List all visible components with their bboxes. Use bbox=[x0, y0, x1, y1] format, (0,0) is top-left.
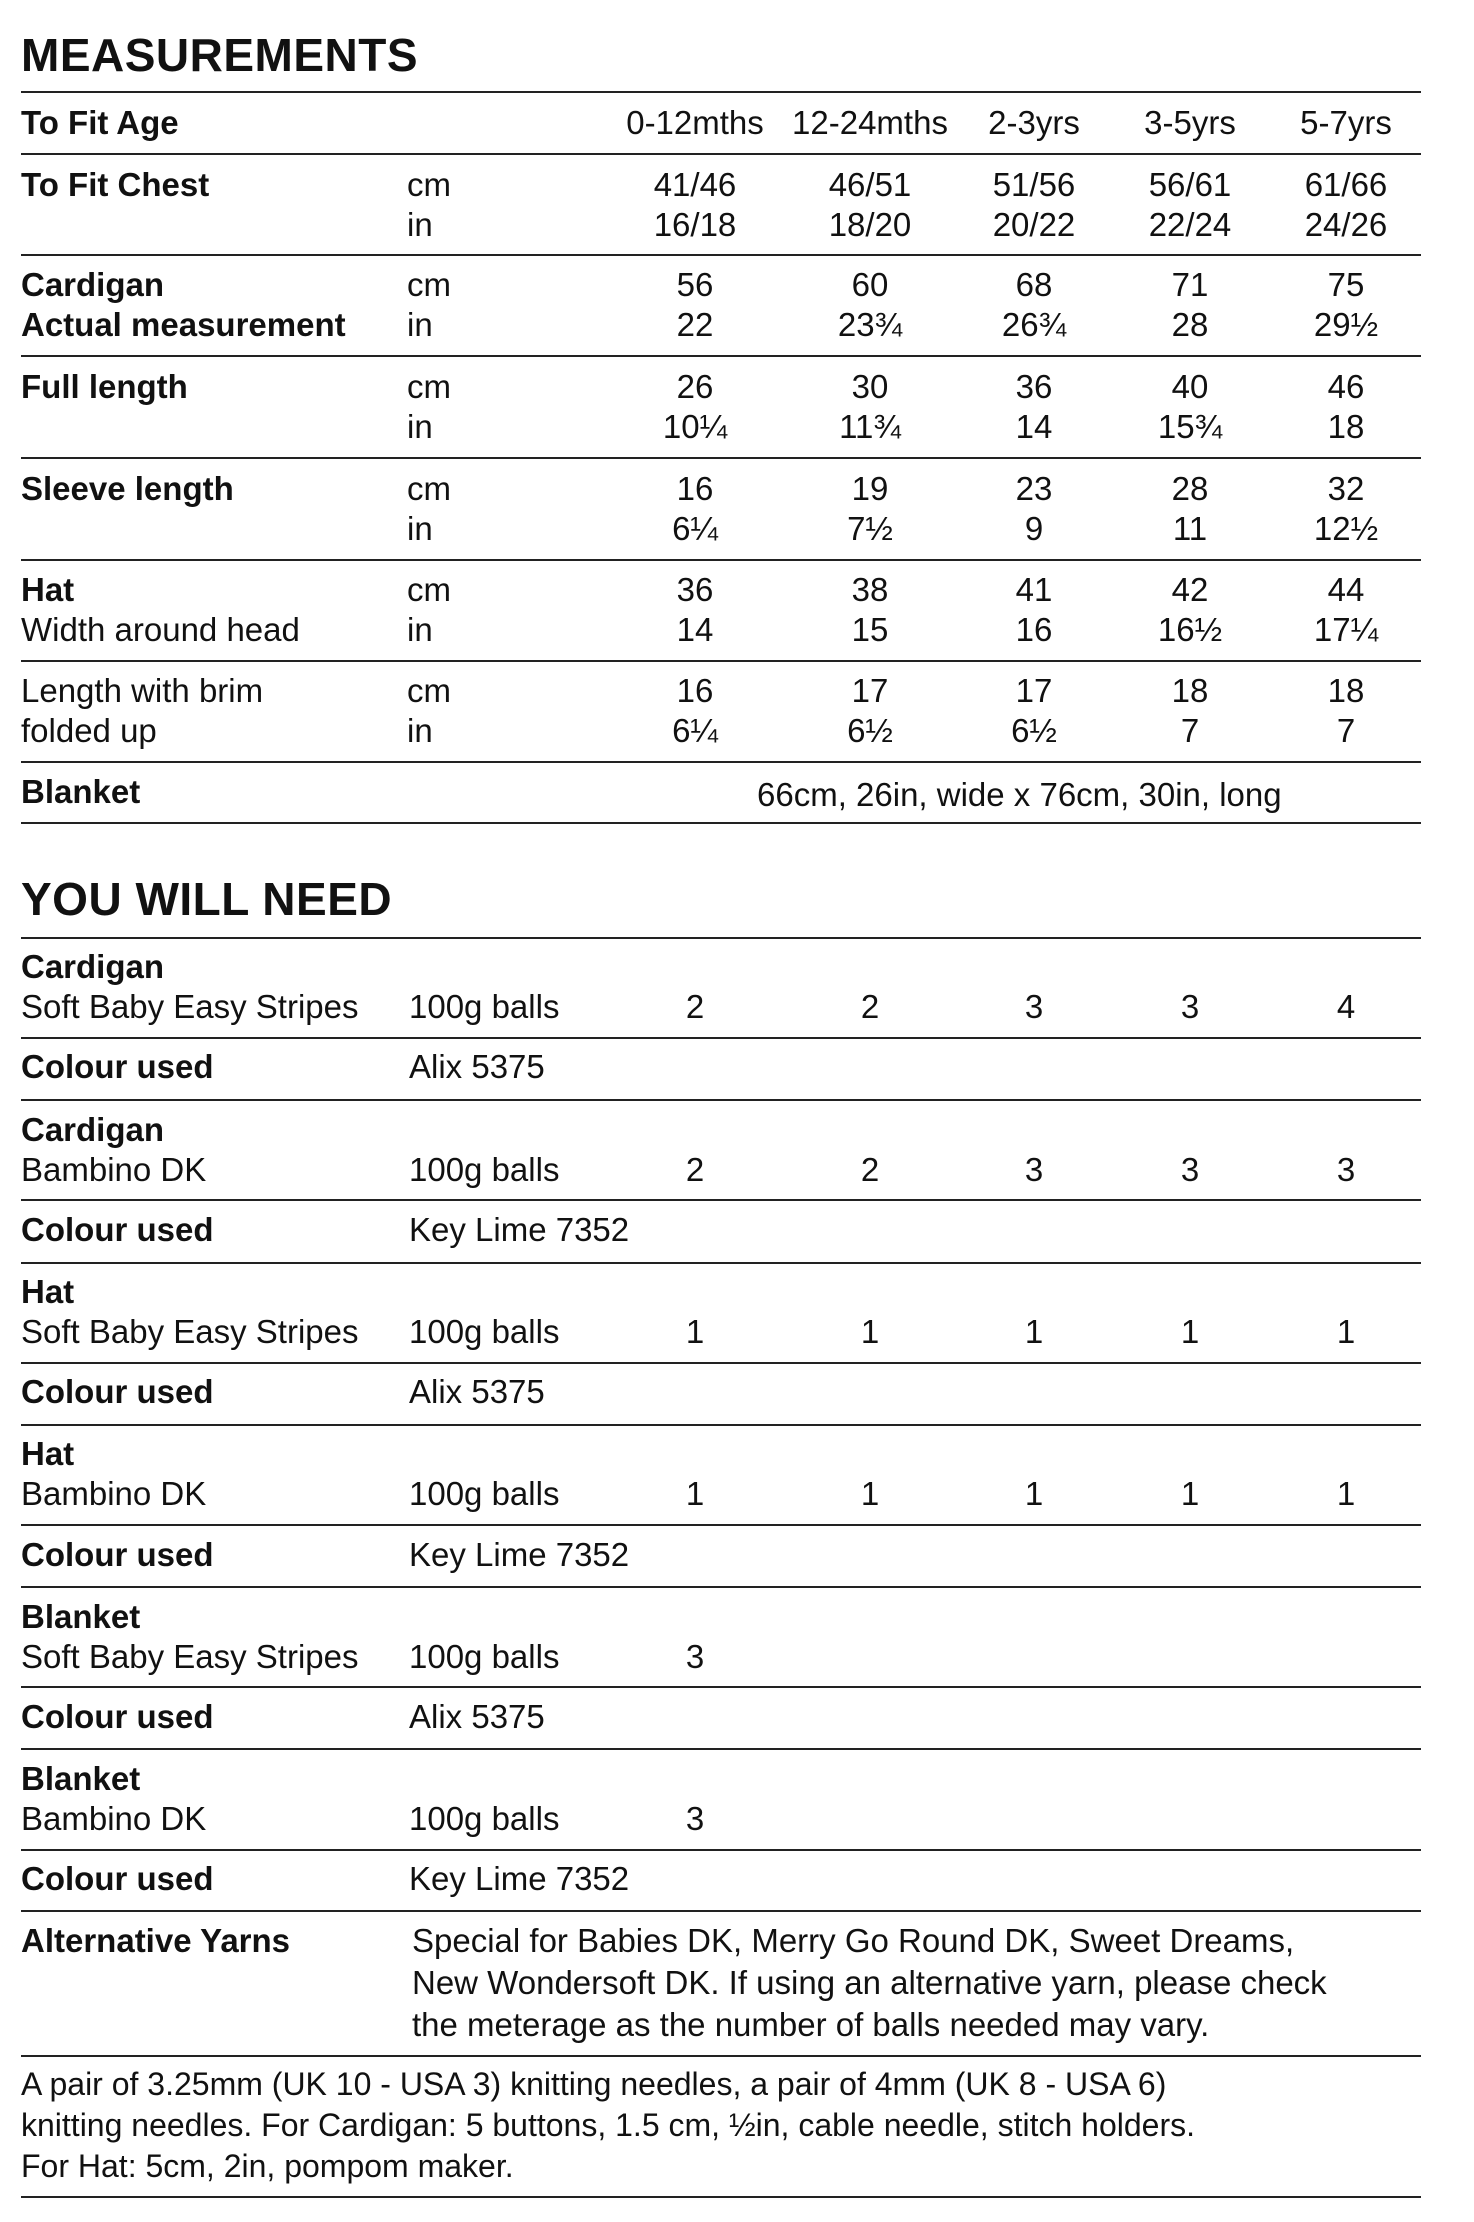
unit-label: 100g balls bbox=[409, 1475, 560, 1512]
divider bbox=[21, 1262, 1421, 1264]
divider bbox=[21, 660, 1421, 662]
yarn-name: Bambino DK bbox=[21, 1475, 207, 1512]
colour-value: Key Lime 7352 bbox=[409, 1536, 630, 1573]
colour-label: Colour used bbox=[21, 1698, 214, 1735]
qty-cell: 2 bbox=[685, 1151, 705, 1188]
qty-cell: 1 bbox=[1024, 1475, 1044, 1512]
row-label: Full length bbox=[21, 368, 188, 405]
value-cell: 17¼ bbox=[1313, 611, 1379, 648]
alternative-yarns-line: the meterage as the number of balls needed may vary. bbox=[412, 2006, 1210, 2043]
value-cell: 6¼ bbox=[672, 712, 718, 749]
yarn-name: Soft Baby Easy Stripes bbox=[21, 1638, 359, 1675]
unit-label: cm bbox=[407, 368, 451, 405]
value-cell: 44 bbox=[1327, 571, 1365, 608]
value-cell: 16/18 bbox=[653, 206, 737, 243]
qty-cell: 2 bbox=[860, 1151, 880, 1188]
qty-cell: 2 bbox=[685, 988, 705, 1025]
colour-label: Colour used bbox=[21, 1048, 214, 1085]
value-cell: 42 bbox=[1171, 571, 1209, 608]
value-cell: 18 bbox=[1327, 672, 1365, 709]
unit-label: cm bbox=[407, 672, 451, 709]
size-header: 0-12mths bbox=[626, 104, 764, 141]
qty-cell: 1 bbox=[860, 1475, 880, 1512]
yarn-name: Bambino DK bbox=[21, 1800, 207, 1837]
divider bbox=[21, 1686, 1421, 1688]
colour-label: Colour used bbox=[21, 1860, 214, 1897]
value-cell: 14 bbox=[1015, 408, 1053, 445]
unit-label: in bbox=[407, 408, 433, 445]
divider bbox=[21, 1910, 1421, 1912]
value-cell: 56 bbox=[676, 266, 714, 303]
divider bbox=[21, 457, 1421, 459]
colour-label: Colour used bbox=[21, 1536, 214, 1573]
qty-cell: 1 bbox=[1336, 1475, 1356, 1512]
colour-value: Alix 5375 bbox=[409, 1373, 545, 1410]
value-cell: 16 bbox=[676, 672, 714, 709]
value-cell: 26 bbox=[676, 368, 714, 405]
qty-cell: 2 bbox=[860, 988, 880, 1025]
value-cell: 24/26 bbox=[1304, 206, 1388, 243]
divider bbox=[21, 1099, 1421, 1101]
divider bbox=[21, 1524, 1421, 1526]
footer-line: knitting needles. For Cardigan: 5 buttons, 1.5 cm, ½in, cable needle, stitch holders. bbox=[21, 2107, 1195, 2143]
alternative-yarns-line: New Wondersoft DK. If using an alternative yarn, please check bbox=[412, 1964, 1327, 2001]
row-label: Sleeve length bbox=[21, 470, 234, 507]
unit-label: 100g balls bbox=[409, 1151, 560, 1188]
you-will-need-title: YOU WILL NEED bbox=[21, 873, 393, 925]
value-cell: 28 bbox=[1171, 306, 1209, 343]
value-cell: 60 bbox=[851, 266, 889, 303]
colour-value: Key Lime 7352 bbox=[409, 1860, 630, 1897]
qty-cell: 1 bbox=[860, 1313, 880, 1350]
divider bbox=[21, 822, 1421, 824]
value-cell: 40 bbox=[1171, 368, 1209, 405]
item-label: Blanket bbox=[21, 1760, 141, 1797]
value-cell: 22 bbox=[676, 306, 714, 343]
size-header: 12-24mths bbox=[792, 104, 948, 141]
qty-cell: 3 bbox=[1336, 1151, 1356, 1188]
divider bbox=[21, 355, 1421, 357]
qty-cell: 3 bbox=[1180, 1151, 1200, 1188]
qty-cell: 4 bbox=[1336, 988, 1356, 1025]
unit-label: in bbox=[407, 206, 433, 243]
value-cell: 41 bbox=[1015, 571, 1053, 608]
value-cell: 36 bbox=[676, 571, 714, 608]
divider bbox=[21, 254, 1421, 256]
unit-label: in bbox=[407, 510, 433, 547]
value-cell: 18 bbox=[1327, 408, 1365, 445]
value-cell: 7 bbox=[1180, 712, 1200, 749]
needles-and-notions bbox=[21, 2064, 1421, 2187]
item-label: Hat bbox=[21, 1273, 75, 1310]
divider bbox=[21, 937, 1421, 939]
qty-cell: 1 bbox=[685, 1475, 705, 1512]
colour-value: Key Lime 7352 bbox=[409, 1211, 630, 1248]
value-cell: 16½ bbox=[1157, 611, 1223, 648]
qty-cell: 3 bbox=[685, 1638, 705, 1675]
value-cell: 9 bbox=[1024, 510, 1044, 547]
yarn-name: Soft Baby Easy Stripes bbox=[21, 988, 359, 1025]
unit-label: 100g balls bbox=[409, 1638, 560, 1675]
row-label: Hat bbox=[21, 571, 75, 608]
value-cell: 41/46 bbox=[653, 166, 737, 203]
qty-cell: 1 bbox=[1336, 1313, 1356, 1350]
divider bbox=[21, 761, 1421, 763]
value-cell: 46 bbox=[1327, 368, 1365, 405]
row-sublabel: Actual measurement bbox=[21, 306, 346, 343]
age-label: To Fit Age bbox=[21, 104, 179, 141]
unit-label: cm bbox=[407, 470, 451, 507]
value-cell: 17 bbox=[1015, 672, 1053, 709]
value-cell: 7 bbox=[1336, 712, 1356, 749]
divider bbox=[21, 1037, 1421, 1039]
unit-label: 100g balls bbox=[409, 1800, 560, 1837]
divider bbox=[21, 2196, 1421, 2198]
yarn-name: Soft Baby Easy Stripes bbox=[21, 1313, 359, 1350]
value-cell: 15¾ bbox=[1157, 408, 1223, 445]
divider bbox=[21, 1748, 1421, 1750]
divider bbox=[21, 2055, 1421, 2057]
footer-line: A pair of 3.25mm (UK 10 - USA 3) knitting needles, a pair of 4mm (UK 8 - USA 6) bbox=[21, 2066, 1167, 2102]
unit-label: cm bbox=[407, 166, 451, 203]
divider bbox=[21, 91, 1421, 93]
unit-label: in bbox=[407, 712, 433, 749]
value-cell: 75 bbox=[1327, 266, 1365, 303]
value-cell: 61/66 bbox=[1304, 166, 1388, 203]
value-cell: 20/22 bbox=[992, 206, 1076, 243]
qty-cell: 3 bbox=[1180, 988, 1200, 1025]
value-cell: 16 bbox=[1015, 611, 1053, 648]
size-header: 3-5yrs bbox=[1144, 104, 1236, 141]
measurements-title: MEASUREMENTS bbox=[21, 29, 419, 81]
item-label: Cardigan bbox=[21, 1111, 165, 1148]
unit-label: in bbox=[407, 611, 433, 648]
value-cell: 11 bbox=[1172, 510, 1208, 547]
value-cell: 6¼ bbox=[672, 510, 718, 547]
divider bbox=[21, 1424, 1421, 1426]
value-cell: 18 bbox=[1171, 672, 1209, 709]
item-label: Cardigan bbox=[21, 948, 165, 985]
value-cell: 46/51 bbox=[828, 166, 912, 203]
value-cell: 16 bbox=[676, 470, 714, 507]
value-cell: 56/61 bbox=[1148, 166, 1232, 203]
footer-line: For Hat: 5cm, 2in, pompom maker. bbox=[21, 2148, 514, 2184]
divider bbox=[21, 559, 1421, 561]
value-cell: 30 bbox=[851, 368, 889, 405]
yarn-name: Bambino DK bbox=[21, 1151, 207, 1188]
blanket-size: 66cm, 26in, wide x 76cm, 30in, long bbox=[757, 776, 1282, 813]
value-cell: 68 bbox=[1015, 266, 1053, 303]
divider bbox=[21, 1586, 1421, 1588]
blanket-label: Blanket bbox=[21, 773, 141, 810]
row-sublabel: folded up bbox=[21, 712, 157, 749]
alternative-yarns-text bbox=[412, 1921, 1412, 2045]
divider bbox=[21, 1849, 1421, 1851]
value-cell: 15 bbox=[851, 611, 889, 648]
value-cell: 17 bbox=[851, 672, 889, 709]
qty-cell: 3 bbox=[1024, 988, 1044, 1025]
value-cell: 32 bbox=[1327, 470, 1365, 507]
qty-cell: 1 bbox=[1180, 1313, 1200, 1350]
value-cell: 10¼ bbox=[662, 408, 728, 445]
qty-cell: 3 bbox=[685, 1800, 705, 1837]
unit-label: cm bbox=[407, 266, 451, 303]
value-cell: 7½ bbox=[847, 510, 893, 547]
value-cell: 28 bbox=[1171, 470, 1209, 507]
value-cell: 22/24 bbox=[1148, 206, 1232, 243]
value-cell: 23¾ bbox=[837, 306, 903, 343]
value-cell: 18/20 bbox=[828, 206, 912, 243]
unit-label: 100g balls bbox=[409, 988, 560, 1025]
colour-value: Alix 5375 bbox=[409, 1048, 545, 1085]
qty-cell: 1 bbox=[1024, 1313, 1044, 1350]
value-cell: 6½ bbox=[1011, 712, 1057, 749]
value-cell: 38 bbox=[851, 571, 889, 608]
divider bbox=[21, 1362, 1421, 1364]
qty-cell: 3 bbox=[1024, 1151, 1044, 1188]
value-cell: 12½ bbox=[1313, 510, 1379, 547]
unit-label: cm bbox=[407, 571, 451, 608]
size-header: 2-3yrs bbox=[988, 104, 1080, 141]
divider bbox=[21, 1199, 1421, 1201]
value-cell: 51/56 bbox=[992, 166, 1076, 203]
row-label: Length with brim bbox=[21, 672, 264, 709]
value-cell: 36 bbox=[1015, 368, 1053, 405]
value-cell: 23 bbox=[1015, 470, 1053, 507]
value-cell: 19 bbox=[851, 470, 889, 507]
value-cell: 6½ bbox=[847, 712, 893, 749]
row-label: To Fit Chest bbox=[21, 166, 210, 203]
qty-cell: 1 bbox=[685, 1313, 705, 1350]
colour-label: Colour used bbox=[21, 1373, 214, 1410]
alternative-yarns-line: Special for Babies DK, Merry Go Round DK, Sweet Dreams, bbox=[412, 1922, 1295, 1959]
divider bbox=[21, 153, 1421, 155]
value-cell: 14 bbox=[676, 611, 714, 648]
qty-cell: 1 bbox=[1180, 1475, 1200, 1512]
value-cell: 71 bbox=[1171, 266, 1209, 303]
item-label: Blanket bbox=[21, 1598, 141, 1635]
alternative-yarns-label: Alternative Yarns bbox=[21, 1922, 291, 1959]
value-cell: 11¾ bbox=[839, 408, 901, 445]
colour-value: Alix 5375 bbox=[409, 1698, 545, 1735]
row-sublabel: Width around head bbox=[21, 611, 300, 648]
size-header: 5-7yrs bbox=[1300, 104, 1392, 141]
unit-label: 100g balls bbox=[409, 1313, 560, 1350]
item-label: Hat bbox=[21, 1435, 75, 1472]
value-cell: 26¾ bbox=[1001, 306, 1067, 343]
colour-label: Colour used bbox=[21, 1211, 214, 1248]
row-label: Cardigan bbox=[21, 266, 165, 303]
value-cell: 29½ bbox=[1313, 306, 1379, 343]
unit-label: in bbox=[407, 306, 433, 343]
